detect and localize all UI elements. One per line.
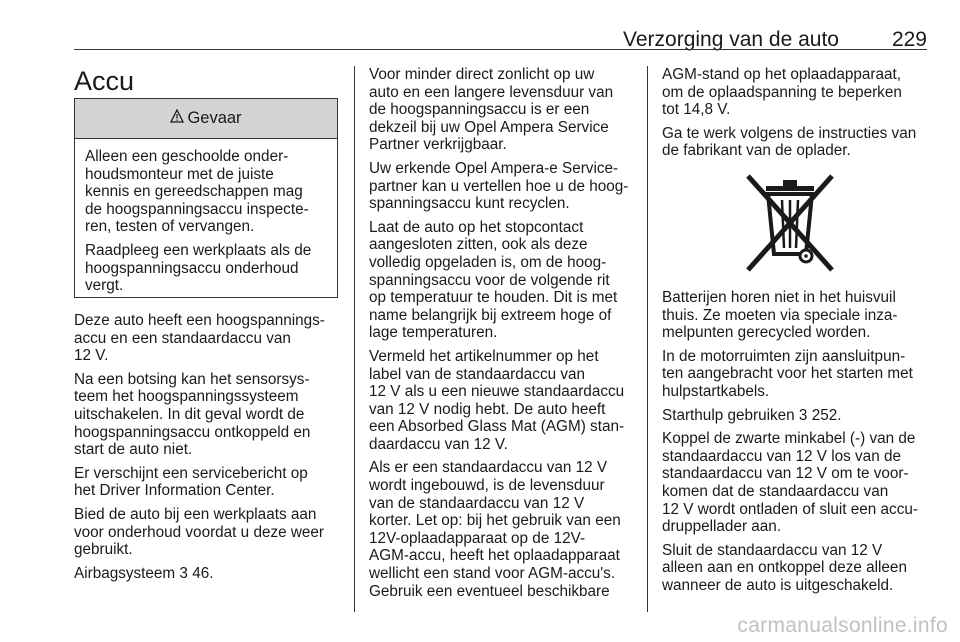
- column-divider: [647, 66, 648, 612]
- paragraph: Laat de auto op het stopcontact aangesloten zitten, ook als deze volledig opgeladen is, om de hoog- spanningsaccu voor de volgende rit op temperatuur te houden. Dit is met name belangrijk bij extreem hoge of lage temperaturen.: [369, 218, 618, 342]
- ref-page: 252.: [811, 406, 842, 424]
- reference-arrow-icon: 3: [179, 564, 188, 582]
- cross-reference[interactable]: [662, 407, 934, 425]
- cross-reference[interactable]: [74, 565, 346, 583]
- column-1: [74, 312, 346, 588]
- paragraph: Na een botsing kan het sensorsys- teem het hoogspanningssysteem uitschakelen. In dit geval wordt de hoogspanningsaccu ontkoppeld en start de auto niet.: [74, 370, 311, 459]
- header-rule: [74, 49, 927, 50]
- warning-paragraph: Alleen een geschoolde onder- houdsmonteur met de juiste kennis en gereedschappen mag de hoogspanningsaccu inspecte- ren, testen of vervangen.: [85, 148, 309, 236]
- warning-body: [75, 139, 337, 295]
- paragraph: Uw erkende Opel Ampera-e Service- partner kan u vertellen hoe u de hoog- spanningsaccu kunt recyclen.: [369, 159, 629, 213]
- paragraph: Ga te werk volgens de instructies van de fabrikant van de oplader.: [662, 124, 917, 160]
- reference-arrow-icon: 3: [798, 406, 808, 424]
- danger-warning-box: [74, 98, 338, 298]
- paragraph: Vermeld het artikelnummer op het label van de standaardaccu van 12 V als u een nieuwe standaardaccu van 12 V nodig hebt. De auto heeft een Absorbed Glass Mat (AGM) stan- daardaccu van 12 V.: [369, 347, 625, 453]
- section-title: Accu: [74, 66, 135, 96]
- paragraph: Er verschijnt een servicebericht op het Driver Information Center.: [74, 464, 308, 500]
- paragraph: Bied de auto bij een werkplaats aan voor onderhoud voordat u deze weer gebruikt.: [74, 505, 325, 559]
- ref-text: Airbagsysteem: [74, 564, 176, 582]
- paragraph: Als er een standaardaccu van 12 V wordt ingebouwd, is de levensduur van de standaardaccu van 12 V korter. Let op: bij het gebruik van een 12V-oplaadapparaat op de 12V- AGM-accu, heeft het oplaadapparaat wellicht een stand voor AGM-accu's. Gebruik een eventueel beschikbare: [369, 459, 621, 600]
- ref-text: Starthulp gebruiken: [662, 406, 795, 424]
- paragraph: Deze auto heeft een hoogspannings- accu en een standaardaccu van 12 V.: [74, 312, 325, 365]
- warning-label: Gevaar: [187, 109, 242, 127]
- warning-triangle-icon: [170, 109, 184, 128]
- paragraph: AGM-stand op het oplaadapparaat, om de oplaadspanning te beperken tot 14,8 V.: [662, 66, 902, 119]
- page-header: [74, 28, 927, 54]
- paragraph: Batterijen horen niet in het huisvuil thuis. Ze moeten via speciale inza- melpunten gerecycled worden.: [662, 289, 898, 342]
- crossed-out-bin-icon: [740, 170, 840, 276]
- watermark: carmanualsonline.info: [737, 614, 948, 637]
- column-2: [369, 66, 641, 606]
- paragraph: Voor minder direct zonlicht op uw auto en een langere levensduur van de hoogspanningsaccu is er een dekzeil bij uw Opel Ampera Service Partner verkrijgbaar.: [369, 66, 614, 154]
- column-divider: [354, 66, 355, 612]
- paragraph: Sluit de standaardaccu van 12 V alleen aan en ontkoppel deze alleen wanneer de auto is uitgeschakeld.: [662, 541, 907, 594]
- column-3-top: [662, 66, 934, 166]
- warning-header: [75, 99, 337, 139]
- page-number: 229: [891, 28, 927, 51]
- paragraph: Koppel de zwarte minkabel (-) van de standaardaccu van 12 V los van de standaardaccu van 12 V om te voor- komen dat de standaardaccu van 12 V wordt ontladen of sluit een accu- druppellader aan.: [662, 430, 918, 536]
- ref-page: 46.: [192, 564, 214, 582]
- paragraph: In de motorruimten zijn aansluitpun- ten aangebracht voor het starten met hulpstartkabels.: [662, 347, 913, 400]
- column-3-bottom: [662, 289, 934, 601]
- warning-paragraph: Raadpleeg een werkplaats als de hoogspanningsaccu onderhoud vergt.: [85, 241, 312, 295]
- chapter-title: Verzorging van de auto: [623, 28, 839, 51]
